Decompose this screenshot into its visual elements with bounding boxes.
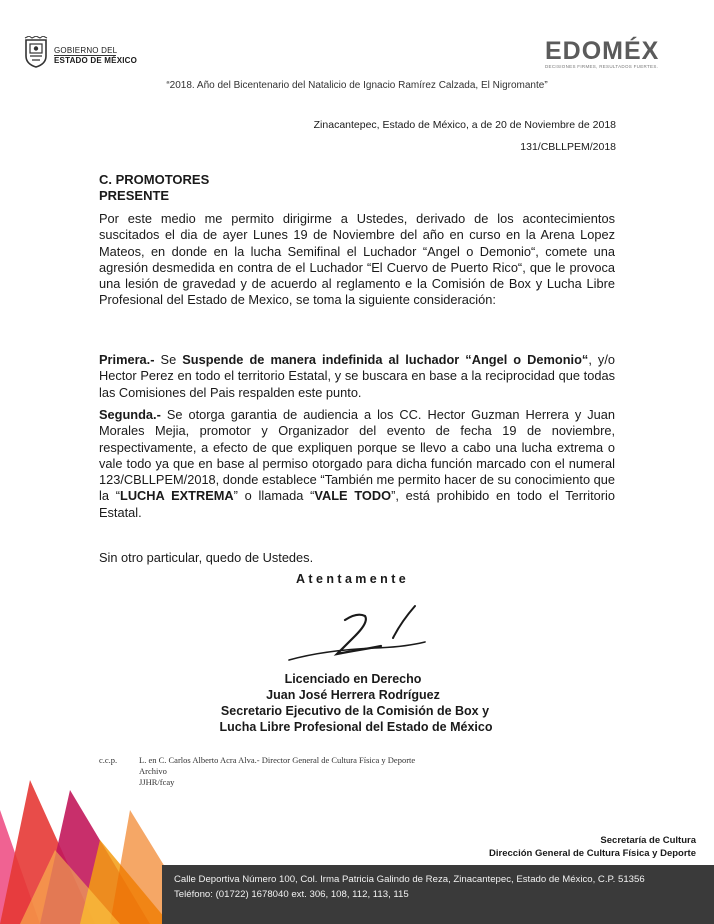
closing-line: Sin otro particular, quedo de Ustedes.: [99, 550, 314, 565]
lucha-extrema-term: LUCHA EXTREMA: [120, 488, 234, 504]
signatory-title-line1: Secretario Ejecutivo de la Comisión de Box y: [220, 704, 490, 718]
segunda-lead: Segunda.-: [99, 407, 161, 422]
body-paragraph-intro: Por este medio me permito dirigirme a Ustedes, derivado de los acontecimientos suscitados el dia de ayer Lunes 19 de Noviembre del año en curso en la Arena Lopez Mateos, en donde en la lucha Semifinal el Luchador “Angel o Demonio“, comete una agresión desmedida en contra de el Luchador “El Cuervo de Puerto Rico“, que le provoca una lesión de gravedad y de acuerdo al reglamento e la Comisión de Box y Lucha Libre Profesional del Estado de Mexico, se toma la siguiente consideración:: [99, 211, 615, 308]
handwritten-signature: [285, 598, 435, 668]
footer-secretaria: Secretaría de Cultura: [600, 835, 696, 846]
primera-suspension: Suspende de manera indefinida al luchador “Angel o Demonio“: [182, 352, 589, 367]
footer-direccion: Dirección General de Cultura Física y Deporte: [489, 848, 696, 859]
segunda-text-1: Se otorga garantia de audiencia a los CC. Hector Guzman Herrera y Juan Morales Mejia, promotor y Organizador del evento de fecha 19 de noviembre, respectivamente, a efecto de que expliquen porque se llevo a cabo una lucha extrema o vale todo ya que en base al permiso otorgado para dicha función marcado con el numeral 123/CBLLPEM/2018, donde establece “También me permito hacer de su conocimiento que la “: [99, 407, 615, 504]
government-name-line1: GOBIERNO DEL: [54, 46, 118, 55]
ccp-initials: JJHR/fcay: [139, 777, 175, 787]
signatory-title-line2: Lucha Libre Profesional del Estado de México: [219, 720, 493, 734]
footer-address: Calle Deportiva Número 100, Col. Irma Patricia Galindo de Reza, Zinacantepec, Estado de México, C.P. 51356: [174, 874, 645, 885]
ccp-label: c.c.p.: [99, 755, 118, 765]
segunda-text-2: ” o llamada “: [233, 488, 315, 504]
document-reference-number: 131/CBLLPEM/2018: [520, 141, 616, 153]
addressee-presente: PRESENTE: [99, 188, 170, 203]
ccp-recipient: L. en C. Carlos Alberto Acra Alva.- Director General de Cultura Física y Deporte: [139, 755, 416, 765]
state-seal-icon: [24, 36, 48, 68]
year-motto: “2018. Año del Bicentenario del Natalicio de Ignacio Ramírez Calzada, El Nigromante”: [166, 80, 548, 91]
place-and-date: Zinacantepec, Estado de México, a de 20 de Noviembre de 2018: [313, 119, 616, 131]
segunda-text-3: ”, está prohibido en todo el Territorio Estatal.: [99, 488, 615, 520]
edomex-logo-tagline: DECISIONES FIRMES, RESULTADOS FUERTES.: [545, 64, 659, 69]
primera-text-2: , y/o Hector Perez en todo el territorio Estatal, y se buscara en base a la reciprocidad que todas las Comisiones del Pais respalden este punto.: [99, 352, 616, 400]
signatory-degree: Licenciado en Derecho: [284, 672, 422, 686]
primera-text-1: Se: [154, 352, 183, 367]
body-paragraph-segunda: [99, 407, 615, 521]
atentamente: Atentamente: [296, 572, 410, 586]
body-paragraph-primera: [99, 352, 615, 401]
ccp-archive: Archivo: [139, 766, 167, 776]
addressee: C. PROMOTORES: [99, 172, 210, 187]
signatory-name: Juan José Herrera Rodríguez: [266, 688, 440, 702]
government-name-line2: ESTADO DE MÉXICO: [54, 56, 138, 65]
edomex-logo-wordmark: EDOMÉX: [545, 37, 660, 65]
vale-todo-term: VALE TODO: [314, 488, 392, 504]
primera-lead: Primera.-: [99, 352, 155, 367]
footer-phone: Teléfono: (01722) 1678040 ext. 306, 108, 112, 113, 115: [174, 889, 409, 900]
